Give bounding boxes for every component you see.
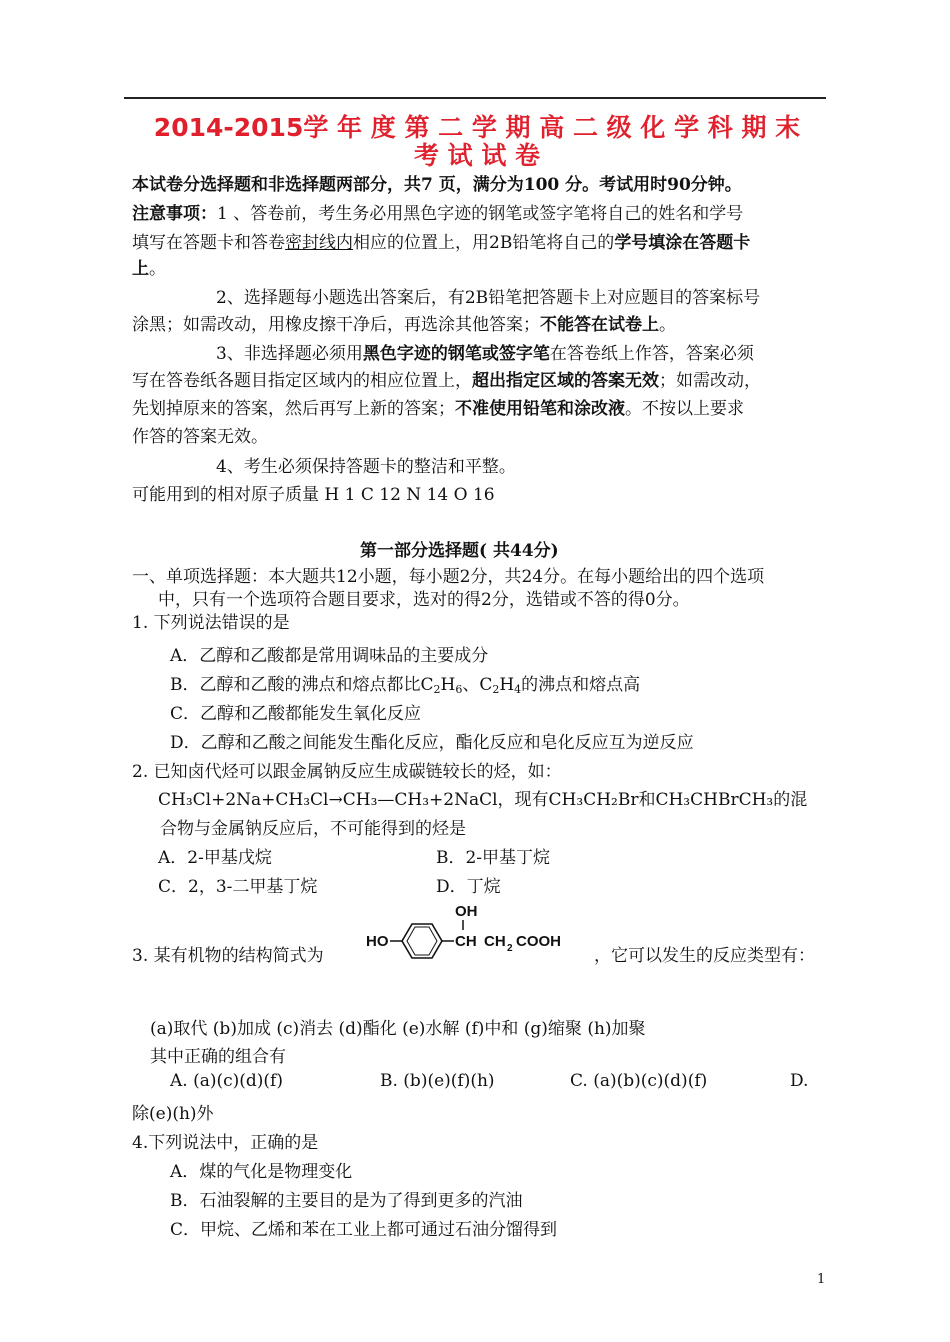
note-3-bold-b: 超出指定区域的答案无效 [472,371,659,391]
q1-option-a: A．乙醇和乙酸都是常用调味品的主要成分 [170,646,489,666]
q3-structure-formula [366,896,580,968]
exam-title-line1: 2014-2015学 年 度 第 二 学 期 高 二 级 化 学 科 期 末 [153,113,801,142]
benzene-inner [407,927,437,955]
q3-option-d: D. [790,1071,809,1091]
q3-option-d-cont: 除(e)(h)外 [132,1104,214,1124]
note-3-bold-c: 不准使用铅笔和涂改液 [455,399,625,419]
q1-b-h2: H [499,675,515,695]
q4-stem: 4.下列说法中，正确的是 [132,1133,319,1153]
q1-b-h: H [440,675,456,695]
page-number: 1 [817,1272,826,1287]
q4-option-c: C．甲烷、乙烯和苯在工业上都可通过石油分馏得到 [170,1220,558,1240]
note-1-bold-c: 上 [132,259,149,279]
note-3-bold-a: 黑色字迹的钢笔或签字笔 [362,344,550,364]
header-rule [124,97,826,99]
note-4: 4、考生必须保持答题卡的整洁和平整。 [216,457,516,477]
q3-stem-pre: 3. 某有机物的结构简式为 [132,946,324,966]
note-3-line-2 [132,366,761,391]
q3-option-c: C. (a)(b)(c)(d)(f) [570,1071,708,1091]
note-1-text-a: 1 、答卷前，考生务必用黑色字迹的钢笔或签字笔将自己的姓名和学号 [217,204,744,224]
q2-option-c: C．2，3-二甲基丁烷 [158,877,318,897]
q1-b-sub2: 6 [455,683,463,696]
q2-option-d: D．丁烷 [436,877,501,897]
note-line-2 [132,228,750,253]
note-2-bold: 不能答在试卷上 [540,315,659,335]
struct-ch: CH [455,933,477,950]
q2-stem-2: 合物与金属钠反应后，不可能得到的烃是 [160,819,466,839]
q3-stem-post: ，它可以发生的反应类型有： [594,946,815,966]
q3-option-a: A. (a)(c)(d)(f) [170,1071,283,1091]
q3-option-b: B. (b)(e)(f)(h) [380,1071,495,1091]
q2-option-a: A．2-甲基戊烷 [158,848,272,868]
note-2-line-1: 2、选择题每小题选出答案后，有2B铅笔把答题卡上对应题目的答案标号 [216,288,761,308]
q4-option-a: A．煤的气化是物理变化 [170,1162,353,1182]
exam-title-line2: 考 试 试 卷 [413,141,541,170]
q1-stem: 1. 下列说法错误的是 [132,613,290,633]
note-line-3 [132,254,166,279]
q1-b-sub4: 4 [514,683,522,696]
q4-option-b: B．石油裂解的主要目的是为了得到更多的汽油 [170,1191,523,1211]
q1-b-post: 的沸点和熔点高 [521,675,641,695]
note-3-line-4: 作答的答案无效。 [132,427,268,447]
note-1-text-b1: 填写在答题卡和答卷 [132,233,285,253]
seal-line-text: 密封线内 [285,233,353,253]
note-3-text-a1: 3、非选择题必须用 [216,344,363,364]
q1-b-sub1: 2 [433,683,441,696]
note-3-text-b1: 写在答卷纸各题目指定区域内的相应位置上， [132,371,472,391]
q1-option-d: D．乙醇和乙酸之间能发生酯化反应，酯化反应和皂化反应互为逆反应 [170,733,694,753]
q3-reaction-types: (a)取代 (b)加成 (c)消去 (d)酯化 (e)水解 (f)中和 (g)缩聚 (h)加聚 [150,1019,646,1039]
q2-stem: 2. 已知卤代烃可以跟金属钠反应生成碳链较长的烃，如： [132,762,562,782]
atomic-mass-line: 可能用到的相对原子质量 H 1 C 12 N 14 O 16 [132,485,495,505]
struct-cooh: COOH [516,933,561,950]
struct-oh: OH [455,903,478,920]
exam-summary: 本试卷分选择题和非选择题两部分，共7 页，满分为100 分。考试用时90分钟。 [132,175,742,195]
part1-instructions-b: 中，只有一个选项符合题目要求，选对的得2分，选错或不答的得0分。 [158,590,690,610]
note-2-end: 。 [659,315,676,335]
note-3-line-3 [132,394,744,419]
note-1-text-c: 。 [149,259,166,279]
q1-option-c: C．乙醇和乙酸都能发生氧化反应 [170,704,422,724]
q2-equation: CH₃Cl+2Na+CH₃Cl→CH₃—CH₃+2NaCl，现有CH₃CH₂Br和CH₃CHBrCH₃的混 [158,790,808,810]
struct-ch2: CH [484,933,506,950]
part1-instructions-a: 一、单项选择题：本大题共12小题，每小题2分，共24分。在每小题给出的四个选项 [132,567,765,587]
benzene-ring [402,924,442,958]
struct-ho: HO [366,933,389,950]
note-2-text: 涂黑；如需改动，用橡皮擦干净后，再选涂其他答案； [132,315,540,335]
note-1-text-b2: 相应的位置上，用2B铅笔将自己的 [353,233,615,253]
q1-b-mid: 、C [462,675,493,695]
note-3-text-c2: 。不按以上要求 [625,399,744,419]
part1-heading: 第一部分选择题( 共44分) [360,541,559,561]
q3-combo-label: 其中正确的组合有 [150,1047,286,1067]
note-3-text-c1: 先划掉原来的答案，然后再写上新的答案； [132,399,455,419]
q1-option-b [170,670,640,695]
note-1-bold-b: 学号填涂在答题卡 [614,233,751,253]
note-3-line-1 [216,339,754,364]
note-3-text-a2: 在答卷纸上作答，答案必须 [549,344,754,364]
q1-b-text: B．乙醇和乙酸的沸点和熔点都比C [170,675,434,695]
q1-b-sub3: 2 [492,683,500,696]
struct-ch2-sub: 2 [507,943,513,954]
note-line-1 [132,199,743,224]
note-2-line-2 [132,310,676,335]
q2-option-b: B．2-甲基丁烷 [436,848,551,868]
note-label: 注意事项： [132,204,217,224]
note-3-text-b2: ；如需改动， [659,371,761,391]
